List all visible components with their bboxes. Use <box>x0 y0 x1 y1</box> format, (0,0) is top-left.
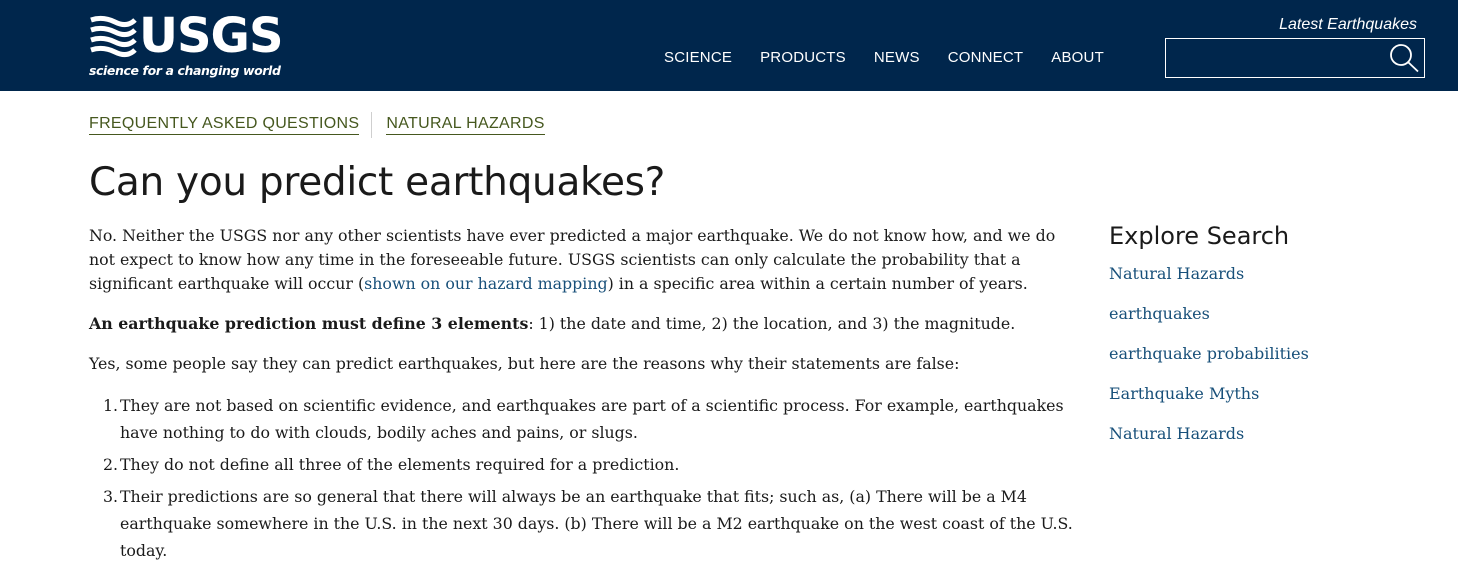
search-box <box>1165 38 1425 78</box>
breadcrumb-faq[interactable]: FREQUENTLY ASKED QUESTIONS <box>89 115 359 135</box>
hazard-mapping-link[interactable]: shown on our hazard mapping <box>364 274 608 293</box>
latest-earthquakes-link[interactable]: Latest Earthquakes <box>1279 16 1417 33</box>
nav-news[interactable]: NEWS <box>873 49 920 66</box>
explore-search-sidebar <box>1109 222 1429 464</box>
sidebar-title: Explore Search <box>1109 222 1290 250</box>
sidebar-link-earthquakes[interactable]: earthquakes <box>1109 304 1210 323</box>
nav-science[interactable]: SCIENCE <box>664 49 733 66</box>
breadcrumb-divider <box>371 112 372 138</box>
search-input[interactable] <box>1166 39 1376 76</box>
intro-paragraph <box>89 224 1074 296</box>
main-content <box>89 224 1074 569</box>
prediction-elements-text: : 1) the date and time, 2) the location, and 3) the magnitude. <box>528 314 1016 333</box>
list-item-text: They do not define all three of the elements required for a prediction. <box>120 455 680 474</box>
list-item <box>89 483 1074 564</box>
reasons-list <box>89 392 1074 564</box>
list-item-number: 2. <box>103 455 119 474</box>
list-item-text: They are not based on scientific evidence, and earthquakes are part of a scientific process. For example, earthquakes have nothing to do with clouds, bodily aches and pains, or slugs. <box>120 396 1064 442</box>
list-item-text: Their predictions are so general that there will always be an earthquake that fits; such as, (a) There will be a M4 earthquake somewhere in the U.S. in the next 30 days. (b) There will be a M2 earthquake on the west coast of the U.S. today. <box>120 487 1073 560</box>
main-nav <box>664 49 1132 66</box>
logo-wordmark: USGS <box>139 8 283 64</box>
nav-about[interactable]: ABOUT <box>1051 49 1104 66</box>
sidebar-link-natural-hazards-2[interactable]: Natural Hazards <box>1109 424 1245 443</box>
nav-connect[interactable]: CONNECT <box>947 49 1024 66</box>
breadcrumb <box>89 112 545 138</box>
search-icon[interactable] <box>1388 43 1420 73</box>
usgs-wave-logo-icon <box>89 14 137 60</box>
sidebar-link-natural-hazards[interactable]: Natural Hazards <box>1109 264 1245 283</box>
sidebar-link-earthquake-probabilities[interactable]: earthquake probabilities <box>1109 344 1309 363</box>
reasons-intro-paragraph: Yes, some people say they can predict earthquakes, but here are the reasons why their statements are false: <box>89 354 960 373</box>
list-item-number: 3. <box>103 487 119 506</box>
nav-products[interactable]: PRODUCTS <box>760 49 846 66</box>
logo-tagline: science for a changing world <box>89 63 281 78</box>
list-item <box>89 392 1074 446</box>
prediction-elements-paragraph <box>89 312 1074 336</box>
intro-text-after: ) in a specific area within a certain number of years. <box>607 274 1028 293</box>
page-title: Can you predict earthquakes? <box>89 160 666 205</box>
list-item <box>89 451 1074 478</box>
intro-text-before: No. Neither the USGS nor any other scientists have ever predicted a major earthquake. We do not know how, and we do not expect to know how any time in the foreseeable future. USGS scientists can only calculate the probability that a significant earthquake will occur ( <box>89 226 1056 293</box>
breadcrumb-natural-hazards[interactable]: NATURAL HAZARDS <box>386 115 544 135</box>
list-item-number: 1. <box>103 396 119 415</box>
usgs-logo[interactable] <box>89 8 283 82</box>
sidebar-link-earthquake-myths[interactable]: Earthquake Myths <box>1109 384 1260 403</box>
prediction-elements-bold: An earthquake prediction must define 3 elements <box>89 314 529 333</box>
site-header <box>0 0 1458 91</box>
